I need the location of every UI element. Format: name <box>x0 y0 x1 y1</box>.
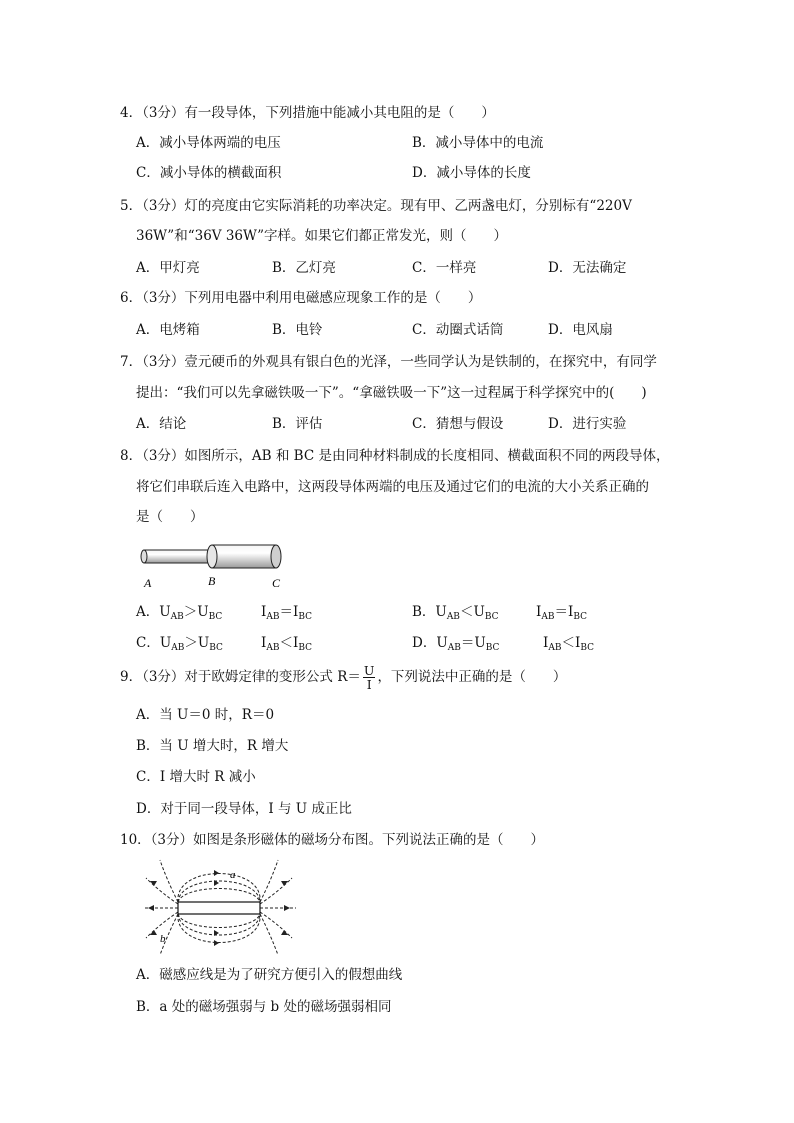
q9-option-d[interactable]: D．对于同一段导体，I 与 U 成正比 <box>136 801 352 817</box>
q8-label-a: A <box>144 576 152 590</box>
q8-option-b[interactable] <box>412 603 499 626</box>
q8b-u1-sub: AB <box>446 612 460 622</box>
q8a-i1: I <box>261 604 267 620</box>
q8-option-b-current <box>536 603 587 626</box>
q8-option-a[interactable] <box>136 603 222 626</box>
q8a-u2: U <box>197 604 209 620</box>
q8a-u2-sub: BC <box>208 612 223 622</box>
q8-label-c: C <box>272 576 281 590</box>
q8-option-c[interactable] <box>136 634 223 657</box>
q8d-rel2: ＜ <box>561 635 575 651</box>
q7-option-d[interactable]: D．进行实验 <box>548 416 627 432</box>
q8-stem-line1: 8．（3分）如图所示，AB 和 BC 是由同种材料制成的长度相同、横截面积不同的两段导体， <box>120 448 670 464</box>
q8b-u1: U <box>435 604 447 620</box>
q8d-rel1: ＝ <box>460 635 475 651</box>
q4-stem: 4．（3分）有一段导体，下列措施中能减小其电阻的是（ ） <box>120 105 495 121</box>
q5-option-d[interactable]: D．无法确定 <box>548 260 627 276</box>
q10-option-b[interactable]: B．a 处的磁场强弱与 b 处的磁场强弱相同 <box>136 999 392 1015</box>
q9-option-a[interactable]: A．当 U＝0 时，R＝0 <box>136 707 275 723</box>
q8-option-c-current <box>261 634 312 657</box>
q5-option-b[interactable]: B．乙灯亮 <box>272 260 336 276</box>
q10-option-a[interactable]: A．磁感应线是为了研究方便引入的假想曲线 <box>136 967 403 983</box>
q8a-rel1: ＞ <box>183 604 198 620</box>
q9-stem <box>120 663 566 691</box>
q8d-i1-sub: AB <box>548 643 562 653</box>
q6-option-a[interactable]: A．电烤箱 <box>136 322 200 338</box>
q9-option-c[interactable]: C．I 增大时 R 减小 <box>136 769 256 785</box>
q7-option-b[interactable]: B．评估 <box>272 416 323 432</box>
q8-option-a-current <box>261 603 312 626</box>
q8d-u1-sub: AB <box>447 643 461 653</box>
q7-stem-line1: 7．（3分）壹元硬币的外观具有银白色的光泽，一些同学认为是铁制的，在探究中，有同学 <box>120 354 657 370</box>
q8c-i2-sub: BC <box>298 643 312 653</box>
q8a-i2: I <box>292 604 299 620</box>
q5-stem-line1: 5．（3分）灯的亮度由它实际消耗的功率决定。现有甲、乙两盏电灯，分别标有“220V <box>120 198 632 214</box>
q8c-letter: C． <box>136 635 160 651</box>
q8d-letter: D． <box>412 635 437 651</box>
q9-formula-fraction <box>363 664 376 691</box>
q7-option-a[interactable]: A．结论 <box>136 416 187 432</box>
q10-stem: 10．（3分）如图是条形磁体的磁场分布图。下列说法正确的是（ ） <box>120 832 545 848</box>
q8a-u1: U <box>159 604 171 620</box>
q4-option-d[interactable]: D．减小导体的长度 <box>412 165 531 181</box>
q8b-i1: I <box>536 604 542 620</box>
q8d-u1: U <box>436 635 448 651</box>
q8c-i1-sub: AB <box>266 643 280 653</box>
q8b-u2-sub: BC <box>484 612 499 622</box>
q8b-i2-sub: BC <box>573 612 587 622</box>
q8-thin-rod <box>144 550 208 563</box>
q4-option-c[interactable]: C．减小导体的横截面积 <box>136 165 282 181</box>
q4-option-a[interactable]: A．减小导体两端的电压 <box>136 135 281 151</box>
q6-option-c[interactable]: C．动圈式话筒 <box>412 322 504 338</box>
q9-stem-post: ，下列说法中正确的是（ ） <box>377 669 567 685</box>
q8d-u2-sub: BC <box>485 643 500 653</box>
q7-option-c[interactable]: C．猜想与假设 <box>412 416 504 432</box>
q10-label-b: b <box>160 933 166 945</box>
q6-option-d[interactable]: D．电风扇 <box>548 322 613 338</box>
q8c-rel1: ＞ <box>184 635 198 651</box>
q4-option-b[interactable]: B．减小导体中的电流 <box>412 135 544 151</box>
q8-label-b: B <box>208 574 216 588</box>
q8-thick-rod <box>212 545 276 568</box>
q6-stem: 6．（3分）下列用电器中利用电磁感应现象工作的是（ ） <box>120 290 482 306</box>
q8b-rel2: ＝ <box>554 604 568 620</box>
q8b-letter: B． <box>412 604 436 620</box>
q8c-u1-sub: AB <box>171 643 185 653</box>
q8a-u1-sub: AB <box>170 612 184 622</box>
q5-option-c[interactable]: C．一样亮 <box>412 260 477 276</box>
q8-stem-line3: 是（ ） <box>136 509 204 525</box>
q8b-u2: U <box>473 604 485 620</box>
q8b-rel1: ＜ <box>459 604 474 620</box>
q8c-rel2: ＜ <box>279 635 293 651</box>
q8c-u2: U <box>197 635 210 651</box>
q7-stem-line2: 提出：“我们可以先拿磁铁吸一下”。“拿磁铁吸一下”这一过程属于科学探究中的( ) <box>136 385 647 401</box>
q8b-i1-sub: AB <box>541 612 555 622</box>
q8-option-d[interactable] <box>412 634 499 657</box>
q8b-i2: I <box>567 604 574 620</box>
q8d-i2-sub: BC <box>580 643 594 653</box>
q8a-i2-sub: BC <box>298 612 312 622</box>
q5-stem-line2: 36W”和“36V 36W”字样。如果它们都正常发光，则（ ） <box>136 228 508 244</box>
q8a-letter: A． <box>136 604 160 620</box>
q9-stem-pre: 9．（3分）对于欧姆定律的变形公式 R＝ <box>120 669 361 685</box>
q9-frac-denominator: I <box>366 677 372 692</box>
q8d-i2: I <box>574 635 581 651</box>
q9-frac-numerator: U <box>363 663 375 678</box>
q8c-u1: U <box>159 635 172 651</box>
q8a-rel2: ＝ <box>279 604 293 620</box>
q8c-u2-sub: BC <box>209 643 223 653</box>
q10-magnet-field-figure <box>140 856 300 956</box>
q10-bar-magnet <box>178 902 260 914</box>
q6-option-b[interactable]: B．电铃 <box>272 322 323 338</box>
q8-option-d-current <box>543 634 594 657</box>
q8-conductor-figure <box>136 538 296 594</box>
q10-label-a: a <box>230 869 236 881</box>
q8c-i1: I <box>261 635 267 651</box>
q8c-i2: I <box>292 635 299 651</box>
q5-option-a[interactable]: A．甲灯亮 <box>136 260 200 276</box>
q8d-u2: U <box>474 635 486 651</box>
q8-stem-line2: 将它们串联后连入电路中，这两段导体两端的电压及通过它们的电流的大小关系正确的 <box>136 479 649 495</box>
q8a-i1-sub: AB <box>266 612 280 622</box>
q8d-i1: I <box>543 635 549 651</box>
q9-option-b[interactable]: B．当 U 增大时，R 增大 <box>136 738 289 754</box>
